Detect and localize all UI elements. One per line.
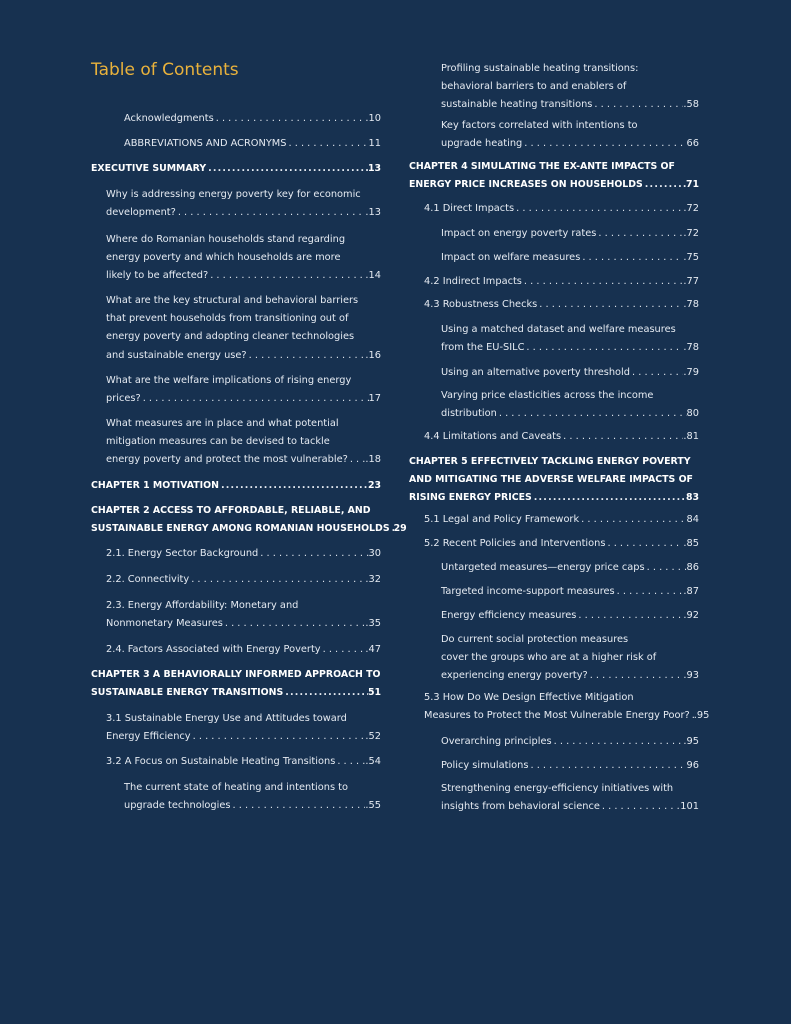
toc-entry[interactable]: [91, 477, 381, 495]
toc-entry-title: Policy simulations: [441, 760, 529, 771]
toc-entry-last-line: [409, 489, 699, 507]
toc-entry-last-line: [106, 728, 381, 746]
toc-entry-line: The current state of heating and intentions to: [124, 782, 348, 793]
toc-entry-last-line: [91, 477, 381, 495]
dot-leader: [286, 135, 368, 153]
toc-page-number: .54: [365, 756, 381, 767]
dot-leader: [579, 511, 686, 529]
toc-entry[interactable]: [424, 511, 699, 529]
dot-leader: [219, 477, 368, 495]
toc-entry[interactable]: [441, 249, 699, 267]
toc-entry-last-line: [124, 797, 381, 815]
toc-entry-line: energy poverty and which households are more: [106, 252, 341, 264]
toc-entry-title: distribution: [441, 408, 497, 420]
toc-entry-title: Nonmonetary Measures: [106, 618, 223, 630]
toc-entry-last-line: [106, 615, 381, 633]
toc-entry-line: Key factors correlated with intentions to: [441, 120, 638, 131]
toc-page-number: .95: [683, 736, 699, 747]
toc-entry-line: Why is addressing energy poverty key for economic: [106, 189, 361, 200]
toc-page-number: .78: [683, 342, 699, 354]
toc-entry-last-line: [441, 96, 699, 114]
toc-entry[interactable]: [106, 753, 381, 771]
toc-entry-last-line: [441, 405, 699, 423]
toc-entry[interactable]: [441, 733, 699, 751]
toc-entry-title: from the EU-SILC: [441, 342, 525, 354]
dot-leader: [588, 667, 684, 685]
toc-entry[interactable]: [106, 641, 381, 659]
toc-entry-title: EXECUTIVE SUMMARY: [91, 163, 207, 174]
toc-entry[interactable]: [124, 135, 381, 153]
toc-page-number: 80: [686, 408, 699, 420]
dot-leader: [141, 390, 369, 408]
toc-entry-title: energy poverty and protect the most vulnerable?: [106, 454, 348, 466]
toc-entry-last-line: [106, 451, 381, 469]
toc-entry[interactable]: [106, 186, 381, 222]
toc-page-number: .58: [683, 99, 699, 111]
toc-entry-last-line: [424, 273, 699, 291]
dot-leader: [514, 200, 683, 218]
dot-leader: [189, 571, 365, 589]
toc-page-number: 86: [686, 562, 699, 573]
toc-entry-title: Energy Efficiency: [106, 731, 191, 743]
dot-leader: [576, 607, 683, 625]
toc-entry[interactable]: [424, 535, 699, 553]
toc-page-number: 84: [686, 514, 699, 525]
toc-entry-line: that prevent households from transitioning out of: [106, 313, 349, 325]
toc-entry-last-line: [424, 200, 699, 218]
toc-entry-title: Using an alternative poverty threshold: [441, 367, 630, 378]
toc-entry-title: 4.2 Indirect Impacts: [424, 276, 522, 287]
toc-page-number: .52: [365, 731, 381, 743]
toc-entry-line: 5.3 How Do We Design Effective Mitigation: [424, 692, 634, 703]
toc-entry-line: Do current social protection measures: [441, 634, 629, 645]
toc-page-number: .93: [683, 670, 699, 682]
toc-entry-last-line: [424, 707, 710, 725]
toc-entry-line: What measures are in place and what potential: [106, 418, 339, 429]
toc-page-number: .75: [683, 252, 699, 263]
toc-page-number: .13: [365, 207, 381, 219]
toc-entry-title: ABBREVIATIONS AND ACRONYMS: [124, 138, 287, 149]
toc-entry-title: 5.2 Recent Policies and Interventions: [424, 538, 606, 549]
toc-entry[interactable]: [441, 559, 699, 577]
toc-entry-line: Using a matched dataset and welfare measures: [441, 324, 676, 335]
toc-entry[interactable]: [124, 110, 381, 128]
toc-entry[interactable]: [106, 231, 381, 286]
toc-entry[interactable]: [91, 666, 381, 702]
dot-leader: [528, 757, 686, 775]
toc-page-number: 30: [368, 548, 381, 559]
toc-entry-last-line: [441, 757, 699, 775]
toc-page-number: 96: [686, 760, 699, 771]
dot-leader: [231, 797, 366, 815]
toc-entry[interactable]: [106, 545, 381, 563]
toc-entry-last-line: [106, 571, 381, 589]
toc-entry-last-line: [441, 607, 699, 625]
toc-page-number: 71: [685, 179, 699, 191]
toc-entry-title: sustainable heating transitions: [441, 99, 593, 111]
dot-leader: [630, 364, 683, 382]
toc-entry[interactable]: [106, 597, 381, 633]
dot-leader: [592, 96, 683, 114]
dot-leader: [223, 615, 366, 633]
dot-leader: [552, 733, 684, 751]
dot-leader: [208, 267, 365, 285]
toc-entry-line: mitigation measures can be devised to tackle: [106, 436, 330, 448]
toc-entry-line: What are the key structural and behavioral barriers: [106, 295, 359, 306]
toc-entry-last-line: [106, 390, 381, 408]
toc-entry-title: CHAPTER 1 MOTIVATION: [91, 480, 219, 491]
toc-entry-last-line: [106, 545, 381, 563]
toc-entry[interactable]: [124, 779, 381, 815]
toc-entry[interactable]: [424, 428, 699, 446]
toc-entry[interactable]: [409, 453, 699, 508]
dot-leader: [600, 798, 680, 816]
toc-page-number: 13: [367, 163, 381, 174]
toc-entry-last-line: [441, 135, 699, 153]
toc-entry[interactable]: [106, 292, 381, 365]
dot-leader: [537, 296, 683, 314]
dot-leader: [247, 347, 366, 365]
toc-page-number: .35: [365, 618, 381, 630]
toc-page-number: .55: [365, 800, 381, 812]
toc-entry-last-line: [106, 347, 381, 365]
toc-entry[interactable]: [106, 710, 381, 746]
toc-entry-title: Untargeted measures—energy price caps: [441, 562, 645, 573]
dot-leader: [596, 225, 683, 243]
toc-page-number: .78: [683, 299, 699, 310]
toc-entry[interactable]: [441, 631, 699, 686]
toc-page-number: 51: [367, 687, 381, 699]
toc-entry-last-line: [441, 225, 699, 243]
toc-entry-title: development?: [106, 207, 176, 219]
dot-leader: [561, 428, 683, 446]
dot-leader: [532, 489, 686, 507]
toc-page-number: 23: [367, 480, 381, 491]
toc-entry-last-line: [124, 110, 381, 128]
toc-entry-last-line: [424, 428, 699, 446]
toc-entry-title: SUSTAINABLE ENERGY TRANSITIONS: [91, 687, 284, 699]
toc-page-number: 101: [680, 801, 699, 813]
dot-leader: [191, 728, 366, 746]
toc-entry[interactable]: [106, 372, 381, 408]
toc-entry-line: CHAPTER 2 ACCESS TO AFFORDABLE, RELIABLE, AND: [91, 505, 371, 516]
dot-leader: [176, 204, 366, 222]
toc-entry-title: Overarching principles: [441, 736, 552, 747]
toc-entry-title: 2.2. Connectivity: [106, 574, 190, 585]
toc-entry-last-line: [91, 160, 381, 178]
toc-page-number: .14: [365, 270, 381, 282]
toc-entry-last-line: [424, 535, 699, 553]
dot-leader: [283, 684, 368, 702]
toc-entry[interactable]: [441, 387, 699, 423]
toc-page-number: .77: [683, 276, 699, 287]
toc-entry-title: insights from behavioral science: [441, 801, 600, 813]
toc-entry-line: CHAPTER 5 EFFECTIVELY TACKLING ENERGY POVERTY: [409, 456, 691, 467]
dot-leader: [522, 135, 686, 153]
dot-leader: [214, 110, 366, 128]
dot-leader: [524, 339, 683, 357]
toc-entry[interactable]: [441, 757, 699, 775]
toc-entry-last-line: [441, 249, 699, 267]
dot-leader: [348, 451, 366, 469]
toc-entry-title: 5.1 Legal and Policy Framework: [424, 514, 580, 525]
toc-entry-title: likely to be affected?: [106, 270, 209, 282]
toc-entry-last-line: [441, 798, 699, 816]
toc-page-number: .10: [365, 113, 381, 124]
toc-entry-last-line: [106, 204, 381, 222]
toc-entry-title: Impact on energy poverty rates: [441, 228, 597, 239]
toc-page-number: .18: [365, 454, 381, 466]
toc-entry[interactable]: [91, 502, 407, 538]
dot-leader: [206, 160, 368, 178]
toc-entry-line: Varying price elasticities across the income: [441, 390, 654, 401]
toc-entry-last-line: [441, 583, 699, 601]
toc-entry-last-line: [124, 135, 381, 153]
toc-entry-line: What are the welfare implications of rising energy: [106, 375, 352, 386]
dot-leader: [335, 753, 365, 771]
toc-entry-title: ENERGY PRICE INCREASES ON HOUSEHOLDS: [409, 179, 643, 191]
toc-page-number: .87: [683, 586, 699, 597]
toc-entry-title: 4.1 Direct Impacts: [424, 203, 515, 214]
toc-entry-title: Measures to Protect the Most Vulnerable Energy Poor?: [424, 710, 690, 722]
toc-entry-title: 2.4. Factors Associated with Energy Poverty: [106, 644, 321, 655]
toc-entry-last-line: [91, 684, 381, 702]
toc-entry[interactable]: [441, 225, 699, 243]
toc-entry-last-line: [441, 733, 699, 751]
toc-page-number: 17: [368, 393, 381, 405]
toc-entry-last-line: [106, 641, 381, 659]
toc-entry-last-line: [91, 520, 407, 538]
toc-entry[interactable]: [441, 321, 699, 357]
toc-entry-last-line: [424, 511, 699, 529]
toc-page-number: .47: [365, 644, 381, 655]
toc-entry-title: upgrade technologies: [124, 800, 231, 812]
toc-page-number: .92: [683, 610, 699, 621]
toc-entry-last-line: [441, 364, 699, 382]
dot-leader: [497, 405, 687, 423]
toc-entry-title: 4.4 Limitations and Caveats: [424, 431, 562, 442]
dot-leader: [321, 641, 366, 659]
toc-page-number: .85: [683, 538, 699, 549]
dot-leader: [615, 583, 684, 601]
toc-entry-title: Acknowledgments: [124, 113, 214, 124]
toc-entry[interactable]: [441, 607, 699, 625]
toc-entry-line: 3.1 Sustainable Energy Use and Attitudes toward: [106, 713, 347, 724]
toc-entry[interactable]: [424, 689, 710, 725]
toc-entry-title: Impact on welfare measures: [441, 252, 581, 263]
toc-entry-title: 3.2 A Focus on Sustainable Heating Transitions: [106, 756, 336, 767]
dot-leader: [580, 249, 683, 267]
toc-entry[interactable]: [441, 583, 699, 601]
dot-leader: [258, 545, 368, 563]
toc-entry-title: Targeted income-support measures: [441, 586, 615, 597]
toc-entry-line: energy poverty and adopting cleaner technologies: [106, 331, 355, 343]
toc-entry-line: AND MITIGATING THE ADVERSE WELFARE IMPACTS OF: [409, 474, 693, 486]
toc-entry-line: Profiling sustainable heating transitions:: [441, 63, 639, 74]
toc-entry-last-line: [441, 559, 699, 577]
toc-entry-last-line: [106, 753, 381, 771]
toc-entry-line: cover the groups who are at a higher risk of: [441, 652, 657, 664]
toc-page-number: 11: [368, 138, 381, 149]
toc-entry-title: and sustainable energy use?: [106, 349, 247, 361]
toc-entry-title: Energy efficiency measures: [441, 610, 577, 621]
dot-leader: [605, 535, 683, 553]
dot-leader: [522, 273, 684, 291]
toc-entry-title: 4.3 Robustness Checks: [424, 299, 538, 310]
toc-entry[interactable]: [424, 200, 699, 218]
toc-entry-line: CHAPTER 3 A BEHAVIORALLY INFORMED APPROACH TO: [91, 669, 381, 680]
toc-page-number: .32: [365, 574, 381, 585]
toc-entry[interactable]: [409, 158, 699, 194]
toc-entry-title: upgrade heating: [441, 138, 523, 150]
toc-page-number: 29: [393, 523, 407, 535]
toc-page-number: .72: [683, 203, 699, 214]
toc-entry-line: Where do Romanian households stand regarding: [106, 234, 346, 245]
toc-entry[interactable]: [106, 415, 381, 470]
toc-entry-line: behavioral barriers to and enablers of: [441, 81, 627, 93]
toc-page-number: .95: [693, 710, 710, 722]
toc-entry[interactable]: [441, 364, 699, 382]
toc-entry[interactable]: [441, 60, 699, 115]
page-title: Table of Contents: [91, 60, 239, 80]
toc-page-number: .72: [683, 228, 699, 239]
toc-page-number: 66: [686, 138, 699, 150]
toc-entry-last-line: [441, 339, 699, 357]
toc-entry-last-line: [424, 296, 699, 314]
toc-entry-last-line: [409, 176, 699, 194]
toc-page-number: 83: [685, 492, 699, 504]
toc-entry[interactable]: [424, 273, 699, 291]
toc-entry-title: prices?: [106, 393, 141, 405]
dot-leader: [643, 176, 686, 194]
toc-page-number: .16: [365, 349, 381, 361]
toc-entry-title: RISING ENERGY PRICES: [409, 492, 532, 504]
toc-entry[interactable]: [441, 780, 699, 816]
toc-entry-last-line: [106, 267, 381, 285]
toc-entry-title: SUSTAINABLE ENERGY AMONG ROMANIAN HOUSEHOLDS: [91, 523, 390, 535]
toc-page-number: .81: [683, 431, 699, 442]
toc-entry-last-line: [441, 667, 699, 685]
toc-entry-line: CHAPTER 4 SIMULATING THE EX-ANTE IMPACTS OF: [409, 161, 675, 172]
dot-leader: [645, 559, 687, 577]
toc-entry[interactable]: [441, 117, 699, 153]
toc-page-number: .79: [683, 367, 699, 378]
toc-entry-title: experiencing energy poverty?: [441, 670, 588, 682]
toc-entry-line: Strengthening energy-efficiency initiatives with: [441, 783, 674, 794]
toc-entry[interactable]: [424, 296, 699, 314]
toc-entry[interactable]: [91, 160, 381, 178]
toc-entry[interactable]: [106, 571, 381, 589]
toc-entry-title: 2.1. Energy Sector Background: [106, 548, 259, 559]
toc-entry-line: 2.3. Energy Affordability: Monetary and: [106, 600, 299, 611]
